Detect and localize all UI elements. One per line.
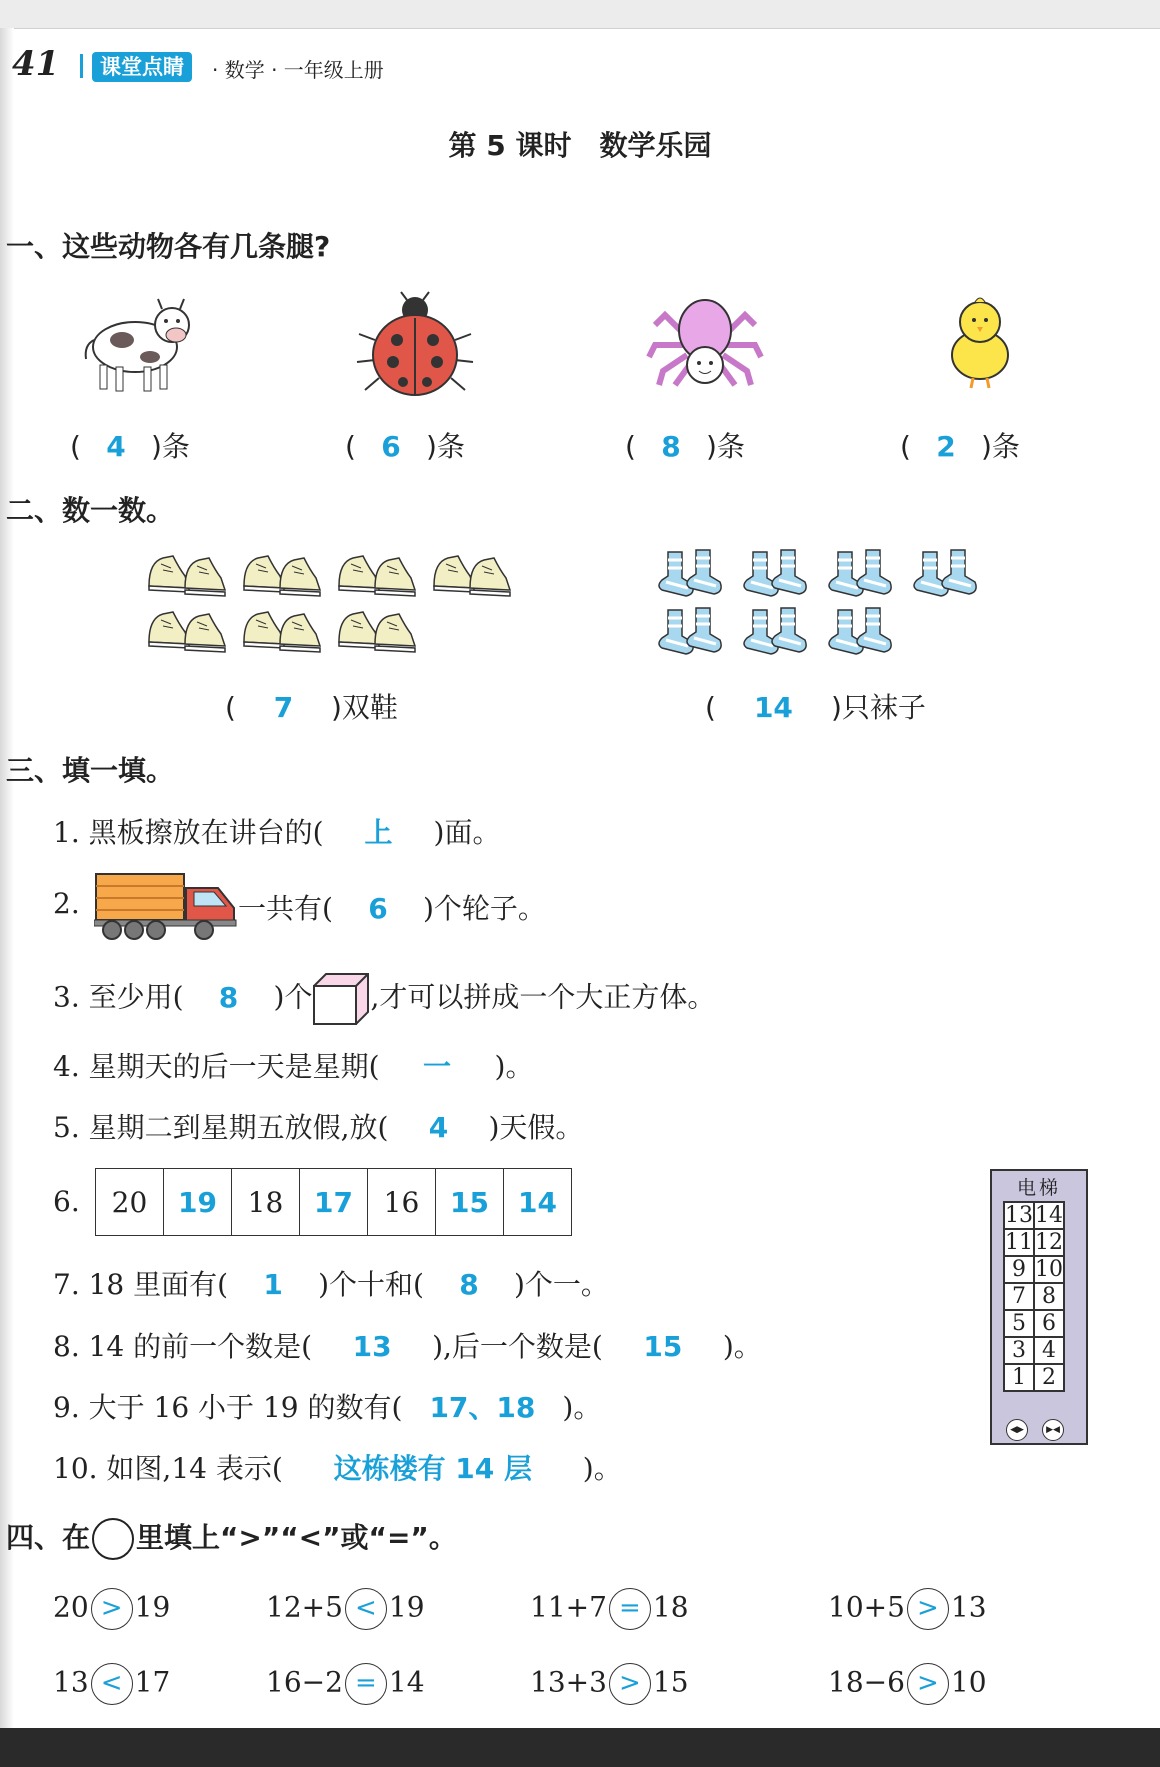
sequence-cell: 20: [96, 1169, 164, 1236]
spider-icon: [645, 285, 765, 400]
open-paren: (: [225, 691, 236, 724]
comparison-answer-circle[interactable]: <: [91, 1663, 133, 1705]
answer-spider: [625, 425, 745, 465]
question-1: [53, 811, 500, 851]
page-number: 41: [12, 44, 60, 84]
question-text: )个一。: [513, 1268, 609, 1301]
floor-button[interactable]: 11: [1005, 1230, 1033, 1255]
small-cube-icon: [312, 972, 370, 1026]
cow-icon: [80, 285, 200, 400]
question-2-number: 2.: [53, 887, 80, 920]
floor-button[interactable]: 10: [1035, 1257, 1063, 1282]
answer-value[interactable]: 上: [364, 816, 393, 849]
question-3: [53, 972, 715, 1026]
comparison-right: 18: [652, 1590, 689, 1624]
answer-value[interactable]: 6: [368, 892, 388, 925]
question-text: )个轮子。: [422, 892, 546, 925]
header-divider: [80, 54, 83, 78]
close-paren-unit: )只袜子: [830, 691, 926, 724]
sock-pairs-image: [652, 548, 1002, 663]
question-10: [53, 1447, 622, 1487]
comparison-right: 17: [134, 1665, 171, 1699]
floor-button[interactable]: 13: [1005, 1203, 1033, 1228]
open-paren: (: [900, 430, 911, 463]
section1-title: 一、这些动物各有几条腿?: [6, 230, 331, 263]
comparison-item: [53, 1588, 170, 1630]
sequence-cell: 16: [368, 1169, 436, 1236]
question-text: )个十和(: [318, 1268, 424, 1301]
comparison-item: [828, 1588, 987, 1630]
question-text: )天假。: [488, 1111, 584, 1144]
header-subject: · 数学 · 一年级上册: [212, 58, 384, 82]
answer-value[interactable]: 2: [936, 430, 956, 463]
floor-button[interactable]: 9: [1004, 1256, 1034, 1283]
sequence-answer-cell[interactable]: 19: [164, 1169, 232, 1236]
comparison-answer-circle[interactable]: =: [609, 1588, 651, 1630]
door-close-button[interactable]: ▶◀: [1042, 1419, 1064, 1441]
blank-circle-icon: [92, 1518, 134, 1560]
section3-title: 三、填一填。: [6, 754, 175, 787]
answer-value[interactable]: 8: [218, 980, 239, 1014]
comparison-left: 11+7: [530, 1590, 607, 1624]
floor-button[interactable]: 12: [1035, 1230, 1063, 1255]
floor-button[interactable]: 5: [1004, 1310, 1034, 1337]
question-text: 4. 星期天的后一天是星期(: [53, 1050, 380, 1083]
answer-value[interactable]: 17、18: [429, 1391, 536, 1424]
open-paren: (: [345, 430, 356, 463]
comparison-item: [828, 1663, 987, 1705]
question-6-number: 6.: [53, 1185, 80, 1218]
question-2: [238, 887, 546, 927]
question-text: )面。: [433, 816, 501, 849]
question-text: 7. 18 里面有(: [53, 1268, 229, 1301]
answer-cow: [70, 425, 190, 465]
answer-value[interactable]: 8: [661, 430, 681, 463]
floor-button[interactable]: 2: [1034, 1364, 1064, 1391]
lesson-title: 第 5 课时 数学乐园: [448, 129, 712, 162]
floor-button[interactable]: 6: [1034, 1310, 1064, 1337]
comparison-right: 10: [950, 1665, 987, 1699]
comparison-left: 13: [53, 1665, 89, 1699]
sequence-answer-cell[interactable]: 15: [436, 1169, 504, 1236]
brand-badge: 课堂点睛: [92, 52, 192, 82]
section4-title-text: 四、在: [6, 1521, 91, 1554]
question-text: 8. 14 的前一个数是(: [53, 1330, 313, 1363]
question-text: )个: [273, 980, 313, 1014]
question-4: [53, 1045, 533, 1085]
comparison-item: [266, 1663, 425, 1705]
close-paren-unit: )条: [150, 430, 190, 463]
number-sequence-table: [95, 1168, 572, 1236]
floor-button[interactable]: 3: [1004, 1337, 1034, 1364]
comparison-item: [53, 1663, 170, 1705]
answer-value[interactable]: 13: [352, 1330, 392, 1363]
answer-value[interactable]: 4: [428, 1111, 449, 1144]
elevator-button-grid: [1003, 1201, 1065, 1392]
question-5: [53, 1106, 583, 1146]
question-text: 5. 星期二到星期五放假,放(: [53, 1111, 389, 1144]
answer-shoes: [225, 686, 398, 726]
question-text: 9. 大于 16 小于 19 的数有(: [53, 1391, 403, 1424]
truck-icon: [94, 872, 238, 940]
answer-value[interactable]: 这栋楼有 14 层: [333, 1452, 533, 1485]
close-paren-unit: )条: [705, 430, 745, 463]
comparison-answer-circle[interactable]: >: [609, 1663, 651, 1705]
page-bottom-band: [0, 1728, 1160, 1767]
comparison-left: 10+5: [828, 1590, 905, 1624]
question-7: [53, 1263, 609, 1303]
section4-title-text: 里填上“>”“<”或“=”。: [136, 1521, 457, 1554]
open-paren: (: [625, 430, 636, 463]
floor-button[interactable]: 14: [1035, 1203, 1063, 1228]
open-paren: (: [705, 691, 716, 724]
elevator-title: 电梯: [1016, 1177, 1061, 1199]
question-text: )。: [582, 1452, 622, 1485]
answer-value[interactable]: 4: [106, 430, 126, 463]
answer-socks: [705, 686, 926, 726]
floor-button[interactable]: 1: [1004, 1364, 1034, 1391]
close-paren-unit: )双鞋: [330, 691, 398, 724]
comparison-item: [530, 1588, 689, 1630]
comparison-left: 18−6: [828, 1665, 905, 1699]
answer-value[interactable]: 15: [643, 1330, 683, 1363]
comparison-right: 14: [388, 1665, 425, 1699]
shoe-pairs-image: [145, 548, 525, 660]
comparison-left: 20: [53, 1590, 89, 1624]
page-top-band: [0, 0, 1160, 29]
question-8: [53, 1325, 762, 1365]
close-paren-unit: )条: [980, 430, 1020, 463]
answer-ladybug: [345, 425, 465, 465]
answer-value[interactable]: 1: [263, 1268, 283, 1301]
comparison-answer-circle[interactable]: >: [907, 1663, 949, 1705]
answer-value[interactable]: 14: [753, 691, 793, 724]
comparison-right: 13: [950, 1590, 987, 1624]
door-open-button[interactable]: ◀▶: [1006, 1419, 1028, 1441]
answer-value[interactable]: 7: [273, 691, 294, 724]
ladybug-icon: [355, 290, 475, 400]
question-text: )。: [494, 1050, 534, 1083]
elevator-panel: [990, 1169, 1088, 1445]
comparison-item: [530, 1663, 689, 1705]
answer-chick: [900, 425, 1020, 465]
floor-button[interactable]: 4: [1034, 1337, 1064, 1364]
question-9: [53, 1386, 601, 1426]
page-left-shadow: [0, 28, 14, 1728]
answer-value[interactable]: 8: [459, 1268, 479, 1301]
sequence-answer-cell[interactable]: 14: [504, 1169, 572, 1236]
open-paren: (: [70, 430, 81, 463]
comparison-left: 13+3: [530, 1665, 607, 1699]
answer-value[interactable]: 6: [381, 430, 401, 463]
comparison-left: 12+5: [266, 1590, 343, 1624]
question-text: 1. 黑板擦放在讲台的(: [53, 816, 324, 849]
answer-value[interactable]: 一: [423, 1050, 452, 1083]
floor-button[interactable]: 8: [1034, 1283, 1064, 1310]
chick-icon: [935, 290, 1025, 395]
comparison-left: 16−2: [266, 1665, 343, 1699]
sequence-cell: 18: [232, 1169, 300, 1236]
question-text: 一共有(: [238, 892, 333, 925]
sequence-answer-cell[interactable]: 17: [300, 1169, 368, 1236]
question-text: ,才可以拼成一个大正方体。: [370, 980, 716, 1014]
comparison-answer-circle[interactable]: >: [907, 1588, 949, 1630]
close-paren-unit: )条: [425, 430, 465, 463]
question-text: )。: [722, 1330, 762, 1363]
comparison-answer-circle[interactable]: <: [345, 1588, 387, 1630]
question-text: 3. 至少用(: [53, 980, 184, 1014]
question-text: )。: [562, 1391, 602, 1424]
comparison-right: 15: [652, 1665, 689, 1699]
floor-button[interactable]: 7: [1004, 1283, 1034, 1310]
section2-title: 二、数一数。: [6, 494, 175, 527]
section4-title: [6, 1516, 457, 1560]
comparison-answer-circle[interactable]: >: [91, 1588, 133, 1630]
comparison-right: 19: [134, 1590, 171, 1624]
comparison-right: 19: [388, 1590, 425, 1624]
question-text: ),后一个数是(: [432, 1330, 603, 1363]
comparison-item: [266, 1588, 425, 1630]
comparison-answer-circle[interactable]: =: [345, 1663, 387, 1705]
question-text: 10. 如图,14 表示(: [53, 1452, 283, 1485]
